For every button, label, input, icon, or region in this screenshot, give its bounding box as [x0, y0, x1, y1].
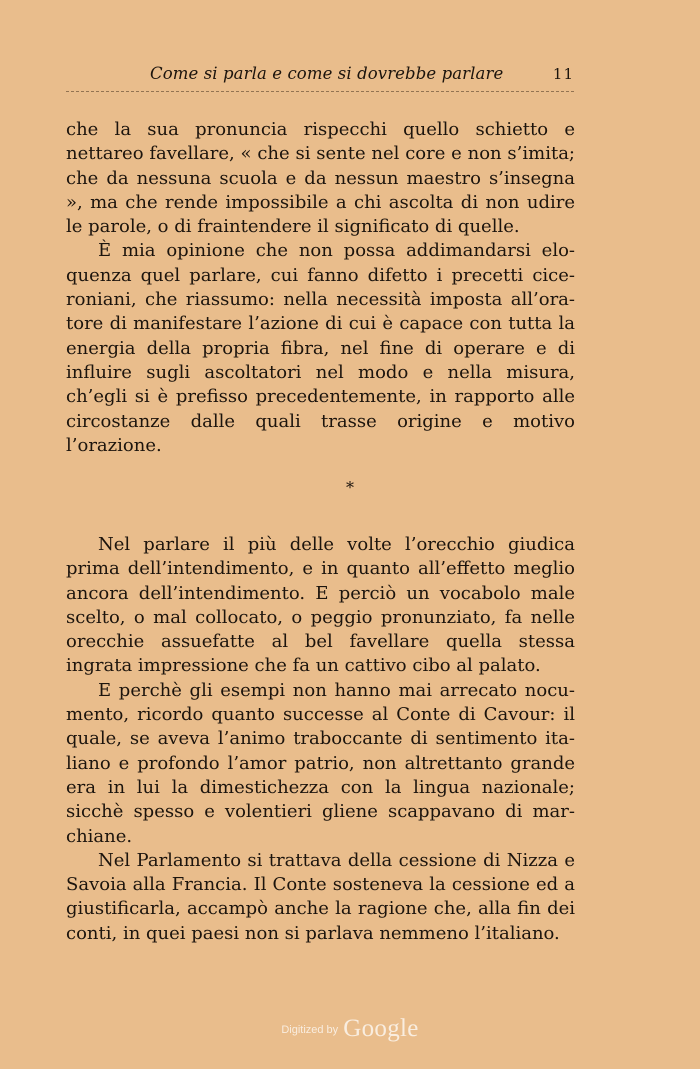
google-logo: Google: [343, 1015, 419, 1042]
paragraph: Nel Parlamento si trattava della cessione di Nizza e Savoia alla Francia. Il Conte sosteneva la cessione ed a giustificarla, accampò anche la ragione che, alla fin dei conti, in quei paesi non si parlava nemmeno l’italiano.: [66, 849, 575, 944]
paragraph: E perchè gli esempi non hanno mai arrecato nocumento, ricordo quanto successe al Conte di Cavour: il quale, se aveva l’animo traboccante di sentimento italiano e profondo l’amor patrio, non altrettanto grande era in lui la dimestichezza con la lingua nazionale; sicchè spesso e volentieri gliene scappavano di marchiane.: [66, 679, 575, 847]
paragraph: che la sua pronuncia rispecchi quello schietto e nettareo favellare, « che si sente nel core e non s’imita; che da nessuna scuola e da nessun maestro s’insegna », ma che rende impossibile a chi ascolta di non udire le parole, o di fraintendere il significato di quelle.: [66, 119, 575, 238]
section-separator: *: [346, 478, 354, 497]
header-rule: [66, 91, 574, 92]
digitized-by-label: Digitized by: [281, 1024, 339, 1036]
paragraph: È mia opinione che non possa addimandarsi eloquenza quel parlare, cui fanno difetto i precetti ciceroniani, che riassumo: nella necessità imposta all’oratore di manifestare l’azione di cui è capace con tutta la energia della propria fibra, nel fine di operare e di influire sugli ascoltatori nel modo e nella misura, ch’egli si è prefisso precedentemente, in rapporto alle circostanze dalle quali trasse origine e motivo l’orazione.: [66, 240, 575, 456]
page-number: 11: [552, 65, 574, 83]
text-block-2: [66, 533, 575, 946]
text-block-1: [66, 118, 575, 458]
digitized-watermark: [0, 1015, 700, 1043]
running-header: [66, 62, 574, 88]
running-title: Come si parla e come si dovrebbe parlare: [150, 64, 504, 83]
paragraph: Nel parlare il più delle volte l’orecchio giudica prima dell’intendimento, e in quanto all’effetto meglio ancora dell’intendimento. E perciò un vocabolo male scelto, o mal collocato, o peggio pronunziato, fa nelle orecchie assuefatte al bel favellare quella stessa ingrata impressione che fa un cattivo cibo al palato.: [66, 534, 575, 677]
